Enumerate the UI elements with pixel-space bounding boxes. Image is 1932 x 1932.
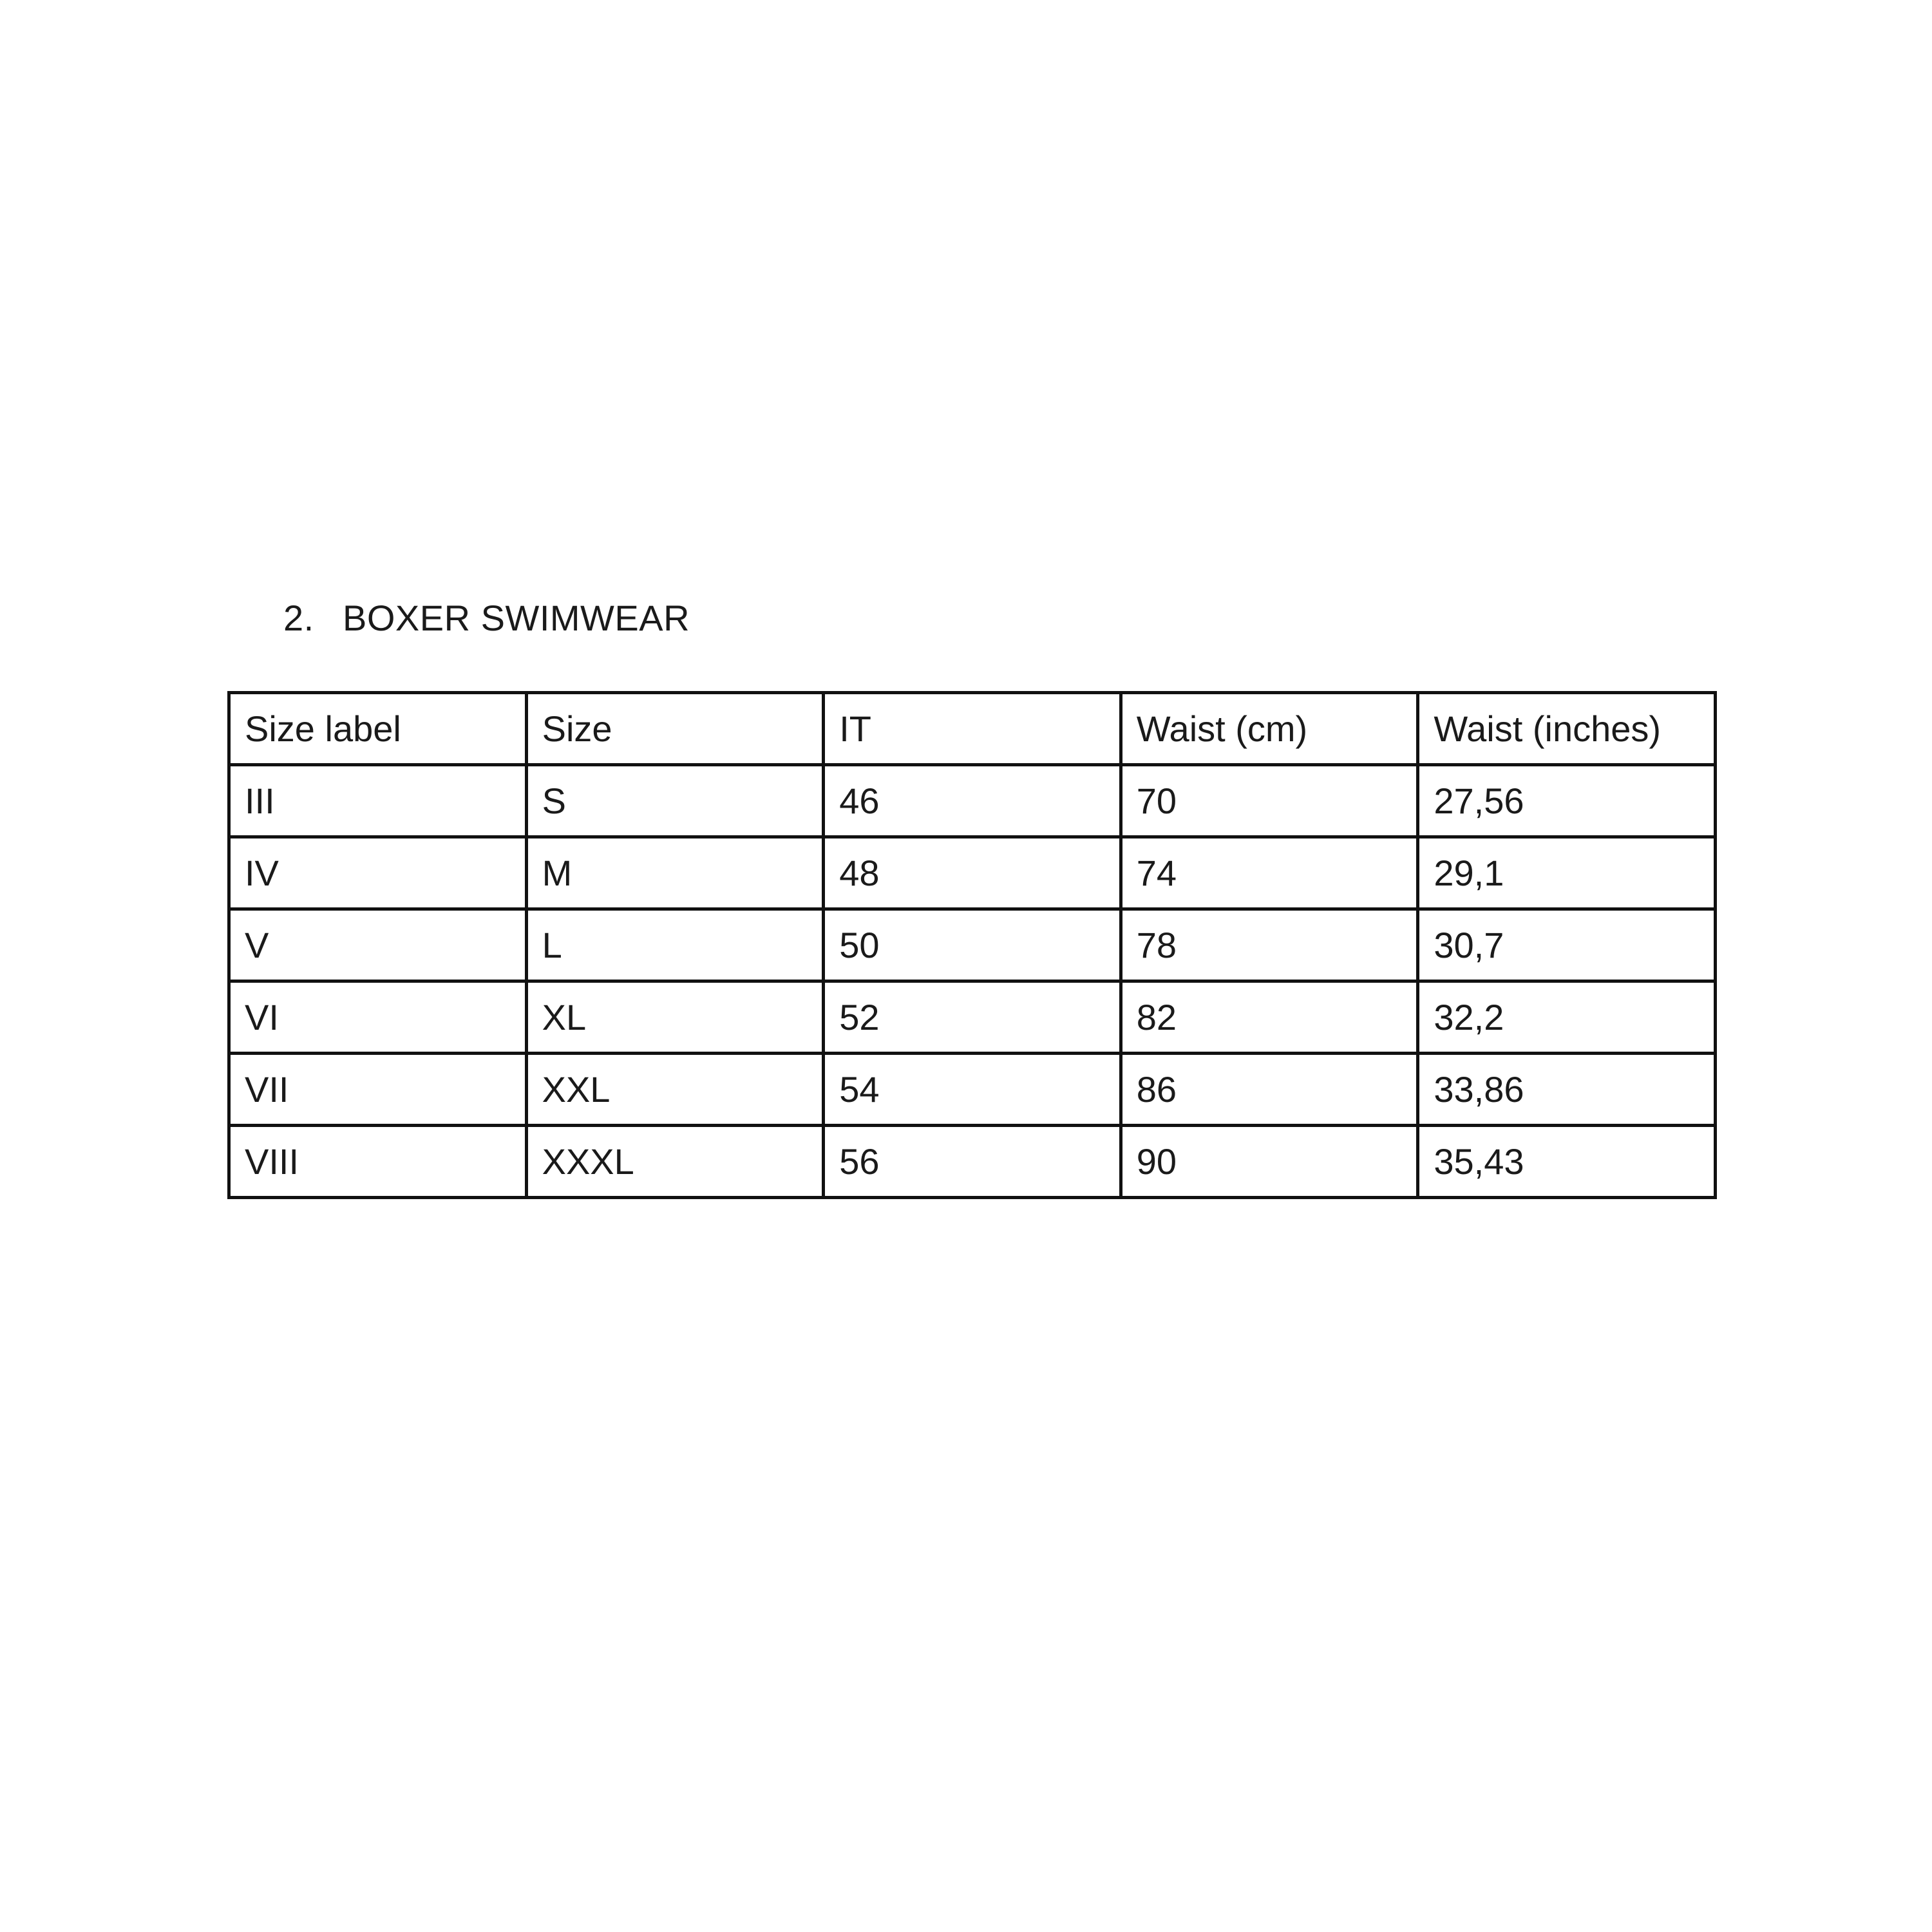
cell-waist-cm: 86 xyxy=(1121,1054,1418,1126)
cell-size-label: VI xyxy=(229,981,527,1054)
header-cell-waist-cm: Waist (cm) xyxy=(1121,693,1418,765)
cell-size: S xyxy=(526,765,824,837)
section-number: 2. xyxy=(283,597,314,638)
cell-waist-cm: 90 xyxy=(1121,1126,1418,1198)
table-row xyxy=(229,909,1716,981)
cell-size: L xyxy=(526,909,824,981)
cell-waist-inches: 33,86 xyxy=(1418,1054,1716,1126)
cell-waist-cm: 78 xyxy=(1121,909,1418,981)
cell-size-label: III xyxy=(229,765,527,837)
cell-waist-inches: 32,2 xyxy=(1418,981,1716,1054)
cell-waist-cm: 82 xyxy=(1121,981,1418,1054)
cell-size-label: VII xyxy=(229,1054,527,1126)
cell-size-label: V xyxy=(229,909,527,981)
header-cell-waist-inches: Waist (inches) xyxy=(1418,693,1716,765)
section-title: BOXER SWIMWEAR xyxy=(343,597,690,638)
cell-size-label: VIII xyxy=(229,1126,527,1198)
table-row xyxy=(229,981,1716,1054)
header-cell-size: Size xyxy=(526,693,824,765)
size-chart-table xyxy=(227,691,1717,1199)
cell-size-label: IV xyxy=(229,837,527,909)
cell-it: 46 xyxy=(824,765,1121,837)
cell-size: XL xyxy=(526,981,824,1054)
cell-waist-inches: 35,43 xyxy=(1418,1126,1716,1198)
cell-it: 56 xyxy=(824,1126,1121,1198)
cell-waist-inches: 27,56 xyxy=(1418,765,1716,837)
table-row xyxy=(229,837,1716,909)
cell-waist-cm: 74 xyxy=(1121,837,1418,909)
cell-size: M xyxy=(526,837,824,909)
cell-size: XXXL xyxy=(526,1126,824,1198)
table-row xyxy=(229,765,1716,837)
table-header-row xyxy=(229,693,1716,765)
cell-waist-inches: 30,7 xyxy=(1418,909,1716,981)
section-heading xyxy=(283,595,690,640)
header-cell-it: IT xyxy=(824,693,1121,765)
cell-it: 48 xyxy=(824,837,1121,909)
table-row xyxy=(229,1054,1716,1126)
cell-waist-cm: 70 xyxy=(1121,765,1418,837)
cell-it: 50 xyxy=(824,909,1121,981)
cell-it: 52 xyxy=(824,981,1121,1054)
header-cell-size-label: Size label xyxy=(229,693,527,765)
table-row xyxy=(229,1126,1716,1198)
cell-waist-inches: 29,1 xyxy=(1418,837,1716,909)
cell-size: XXL xyxy=(526,1054,824,1126)
cell-it: 54 xyxy=(824,1054,1121,1126)
